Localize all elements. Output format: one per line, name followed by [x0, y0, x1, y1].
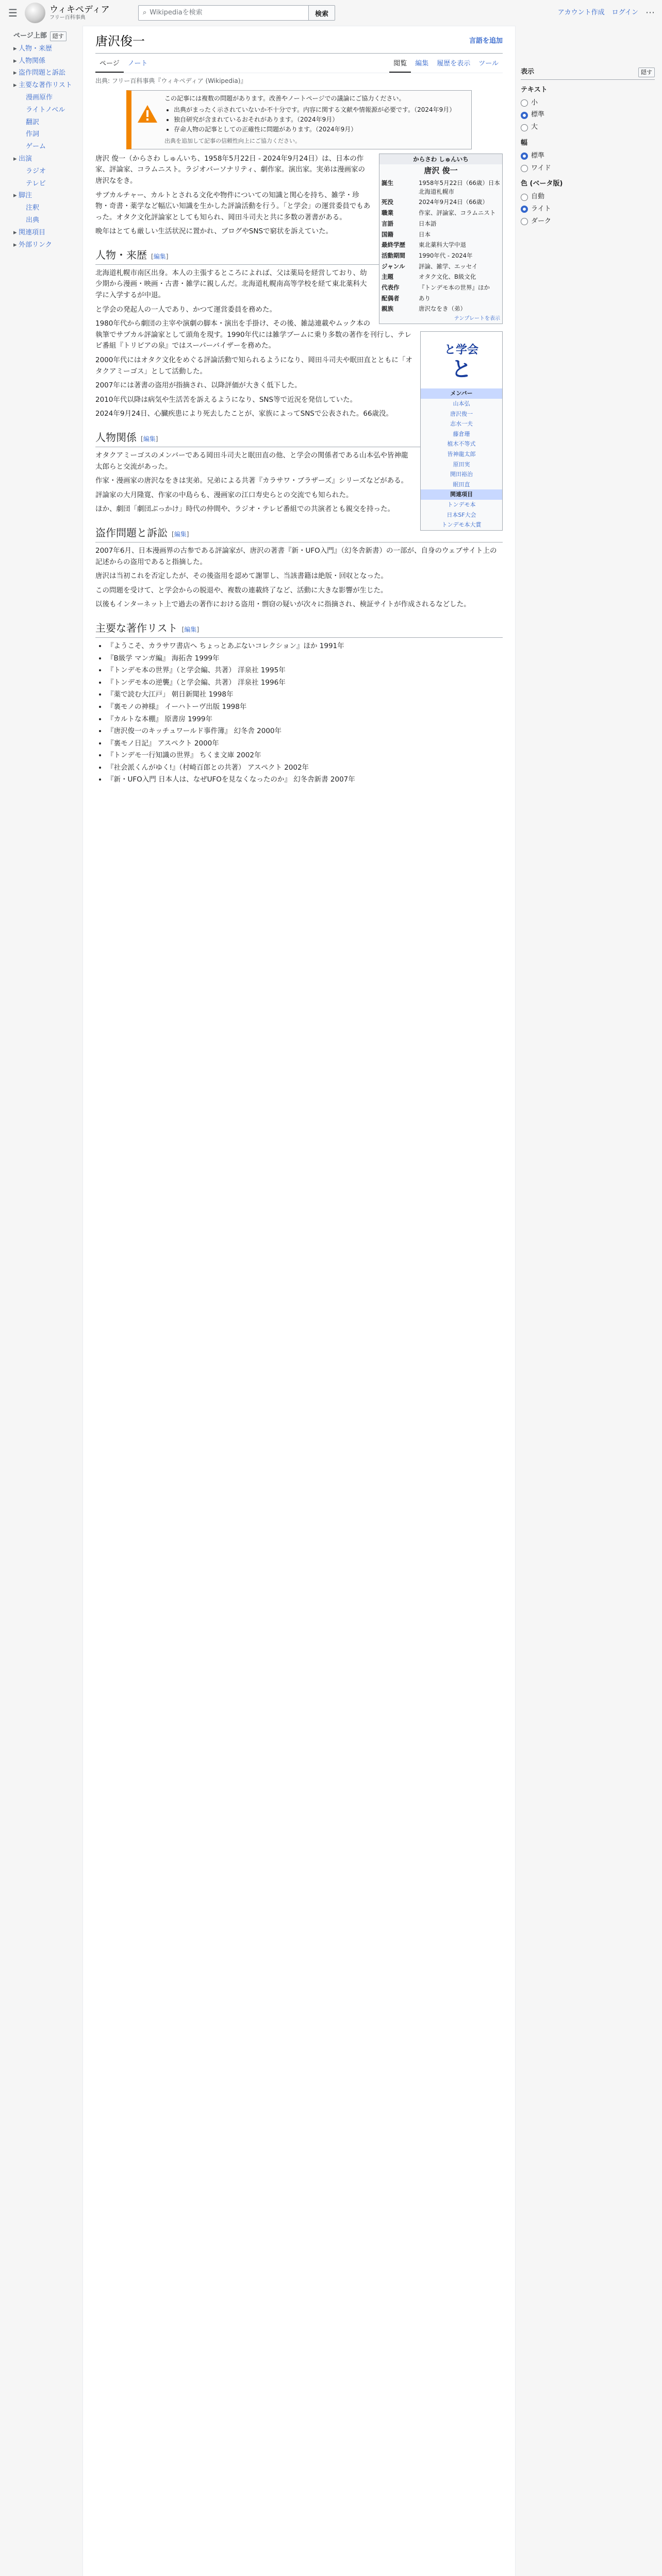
- infobox-key: 配偶者: [382, 294, 400, 302]
- bio-paragraph: 北海道札幌市南区出身。本人の主張するところによれば、父は薬局を経営しており、幼少期から漫画・映画・古書・雑学に親しんだ。北海道札幌南高等学校を経て東北薬科大学に入学するが中退。: [95, 268, 367, 300]
- navbox-member-link[interactable]: 開田裕治: [450, 471, 473, 478]
- works-item: • 『カルトな本棚』 原書房 1999年: [107, 714, 503, 725]
- issues-note: 出典を追加して記事の信頼性向上にご協力ください。: [164, 138, 301, 145]
- heading-plagiarism: 盗作問題と訴訟 [編集]: [95, 524, 503, 543]
- toc-item[interactable]: [13, 203, 78, 214]
- relations-paragraph: 評論家の大月隆寛、作家の中島らも、漫画家の江口寿史らとの交流でも知られた。: [95, 490, 353, 499]
- radio-label: ダーク: [531, 217, 552, 225]
- navbox-member-link[interactable]: 眠田直: [453, 481, 470, 488]
- infobox-key: 活動期間: [382, 251, 405, 259]
- radio-label: 大: [531, 123, 538, 131]
- works-item: • 『裏モノの神様』 イーハトーヴ出版 1998年: [107, 702, 503, 713]
- radio-icon[interactable]: [521, 112, 528, 119]
- navbox-member-link[interactable]: 山本弘: [453, 400, 470, 407]
- width-title: 幅: [521, 139, 528, 147]
- toc-item-label: 漫画原作: [26, 93, 53, 101]
- intro-paragraph: 唐沢 俊一（からさわ しゅんいち、1958年5月22日 - 2024年9月24日）は、日本の作家、評論家、コラムニスト。ラジオパーソナリティ、劇作家。演出家。実弟は漫画家の唐沢なをき。: [95, 154, 365, 185]
- infobox-value: 1958年5月22日（66歳）日本 北海道札幌市: [419, 179, 500, 195]
- template-link[interactable]: テンプレートを表示: [454, 315, 500, 321]
- infobox-value: 作家、評論家、コラムニスト: [419, 209, 496, 217]
- infobox-row: [379, 293, 502, 304]
- edit-link[interactable]: 編集: [153, 252, 166, 260]
- works-item: • 『薬で読む大江戸」 朝日新聞社 1998年: [107, 689, 503, 701]
- navbox-section-members: メンバー: [421, 388, 502, 399]
- appearance-panel: [521, 67, 655, 229]
- site-subtitle: フリー百科事典: [49, 14, 86, 21]
- radio-icon[interactable]: [521, 99, 528, 107]
- infobox-table: [379, 178, 502, 314]
- toc-item[interactable]: [13, 117, 78, 128]
- works-item: • 『ようこそ、カラサワ書店へ ちょっとあぶないコレクション』ほか 1991年: [107, 641, 503, 652]
- toc-item[interactable]: [13, 105, 78, 116]
- bio-paragraph: 2000年代にはオタク文化をめぐる評論活動で知られるようになり、岡田斗司夫や眠田直とともに「オタクアミーゴス」として活動した。: [95, 356, 412, 376]
- relations-paragraph: オタクアミーゴスのメンバーである岡田斗司夫と眠田直の他、と学会の関係者である山本弘や皆神龍太郎らと交流があった。: [95, 451, 408, 471]
- color-option[interactable]: [521, 192, 655, 202]
- infobox-key: 職業: [382, 209, 393, 217]
- page-title: 唐沢俊一: [95, 34, 145, 48]
- toc-item-label: 出典: [26, 216, 40, 224]
- toc-item[interactable]: [13, 191, 78, 201]
- infobox-row: [379, 272, 502, 282]
- tab-read[interactable]: 閲覧: [389, 57, 411, 73]
- infobox-key: 親族: [382, 305, 393, 313]
- page-source-note: 出典: フリー百科事典『ウィキペディア (Wikipedia)』: [95, 77, 247, 85]
- login-link[interactable]: ログイン: [611, 8, 638, 16]
- toc-caret-icon: ▸: [13, 81, 17, 90]
- infobox-key: 代表作: [382, 283, 400, 291]
- navbox-member-link[interactable]: 植木不等式: [447, 440, 476, 448]
- navbox-related-link[interactable]: トンデモ本: [447, 501, 476, 508]
- infobox-row: [379, 197, 502, 208]
- navbox-member-link[interactable]: 皆神龍太郎: [447, 450, 476, 457]
- site-logo[interactable]: [25, 3, 128, 23]
- toc-item-label: 注釈: [26, 204, 40, 212]
- infobox-reading: からさわ しゅんいち: [379, 154, 502, 165]
- radio-label: 小: [531, 98, 538, 107]
- issues-notice: [126, 90, 472, 149]
- relations-paragraph: 作家・漫画家の唐沢なをきは実弟。兄弟による共著『カラサワ・ブラザーズ』シリーズなどがある。: [95, 477, 408, 485]
- bio-paragraph: 1980年代から劇団の主宰や演劇の脚本・演出を手掛け、その後、雑誌連載やムック本の執筆でサブカル評論家として頭角を現す。1990年代には雑学ブームに乗り多数の著作を刊行し、テレビ番組『トリビアの泉』ではスーパーバイザーを務めた。: [95, 319, 411, 350]
- navbox-related-link[interactable]: 日本SF大会: [446, 511, 476, 518]
- works-item: • 『トンデモ本の世界』（と学会編、共著） 洋泉社 1995年: [107, 665, 503, 676]
- toc-caret-icon: ▸: [13, 192, 17, 200]
- relations-paragraph: ほか、劇団「劇団ぶっかけ」時代の仲間や、ラジオ・テレビ番組での共演者とも親交を持った。: [95, 505, 394, 514]
- infobox-value: あり: [419, 294, 431, 302]
- tab-talk[interactable]: ノート: [127, 60, 148, 68]
- navbox-related-link[interactable]: トンデモ本大賞: [441, 521, 482, 529]
- toc-item[interactable]: [13, 179, 78, 190]
- toc-item-label: 主要な著作リスト: [19, 81, 72, 90]
- toc-item[interactable]: [13, 44, 78, 55]
- toc-caret-icon: ▸: [13, 241, 17, 249]
- infobox-value: 東北薬科大学中退: [419, 241, 466, 249]
- infobox-key: 最終学歴: [382, 241, 405, 249]
- toc-item-label: ラジオ: [26, 167, 46, 175]
- infobox-row: [379, 240, 502, 250]
- search-button[interactable]: 検索: [308, 5, 335, 21]
- works-item: • 『唐沢俊一のキッチュワールド事件簿』 幻冬舎 2000年: [107, 726, 503, 737]
- infobox-key: 死没: [382, 198, 393, 206]
- issues-lead: この記事には複数の問題があります。改善やノートページでの議論にご協力ください。: [164, 95, 405, 103]
- navbox-logo-title: と学会: [444, 343, 478, 357]
- article-body: [95, 154, 503, 786]
- search-placeholder: Wikipediaを検索: [150, 8, 203, 16]
- infobox-key: 言語: [382, 219, 393, 227]
- globe-logo-icon: [25, 3, 45, 23]
- toc-item-label: 外部リンク: [19, 241, 52, 249]
- appearance-hide-button[interactable]: 隠す: [638, 67, 655, 78]
- infobox-value: オタク文化、B級文化: [419, 273, 476, 281]
- heading-bio: 人物・来歴 [編集]: [95, 247, 503, 265]
- radio-label: 自動: [531, 193, 545, 201]
- page-tabs: [95, 57, 503, 73]
- toc-caret-icon: ▸: [13, 228, 17, 236]
- toc-item-label: 関連項目: [19, 228, 46, 236]
- to-gakkai-logo: [421, 332, 502, 388]
- toc-item[interactable]: [13, 129, 78, 140]
- works-item: • 『新・UFO入門 日本人は、なぜUFOを見なくなったのか』 幻冬舎新書 2007年: [107, 774, 503, 786]
- search-icon: ⌕: [143, 8, 147, 16]
- create-account-link[interactable]: アカウント作成: [557, 8, 605, 16]
- works-item: • 『裏モノ日記』 アスペクト 2000年: [107, 738, 503, 750]
- edit-link[interactable]: 編集: [143, 435, 156, 443]
- toc-item[interactable]: [13, 93, 78, 104]
- text-size-options: [521, 98, 655, 133]
- navbox-member-link[interactable]: 藤倉珊: [453, 430, 470, 437]
- works-item: • 『社会派くんがゆく!』（村崎百郎との共著） アスペクト 2002年: [107, 762, 503, 774]
- toc-item-label: 人物・来歴: [19, 44, 53, 53]
- infobox-key: ジャンル: [382, 262, 405, 270]
- toc-item[interactable]: [13, 240, 78, 251]
- infobox-value: 『トンデモ本の世界』ほか: [419, 283, 490, 291]
- infobox-row: [379, 229, 502, 240]
- appearance-header: [521, 67, 655, 80]
- text-size-option[interactable]: [521, 122, 655, 133]
- toc-item-label: 翻訳: [26, 118, 40, 126]
- toc-list: [13, 44, 78, 251]
- infobox: [379, 154, 503, 325]
- navbox-section-related: 関連項目: [421, 489, 502, 500]
- personal-tools: [558, 6, 655, 21]
- intro-paragraph: サブカルチャー、カルトとされる文化や物件についての知識と関心を持ち、雑学・珍物・奇書・薬学など幅広い知識を生かした評論活動を行う。「と学会」の運営委員でもあった。オタク文化評論家としても知られ、岡田斗司夫と共に多数の著書がある。: [95, 191, 371, 222]
- text-size-option[interactable]: [521, 110, 655, 121]
- tab-tools[interactable]: ツール: [478, 60, 499, 68]
- radio-label: 標準: [531, 111, 545, 119]
- radio-label: ワイド: [531, 164, 551, 172]
- width-option[interactable]: [521, 151, 655, 162]
- infobox-value: 日本語: [419, 219, 437, 227]
- toc-item-label: ライトノベル: [26, 106, 65, 114]
- language-button[interactable]: 言語を追加: [469, 37, 503, 45]
- navbox-logo-mark: と: [451, 357, 472, 381]
- navbox-member-link[interactable]: 志水一夫: [450, 420, 473, 428]
- issue-item: • 独自研究が含まれているおそれがあります。（2024年9月）: [174, 115, 455, 125]
- toc-title: ページ上部: [13, 32, 47, 40]
- radio-icon[interactable]: [521, 124, 528, 131]
- infobox-row: [379, 250, 502, 261]
- toc-item-label: テレビ: [26, 179, 46, 188]
- heading-relations: 人物関係 [編集]: [95, 429, 503, 447]
- edit-link[interactable]: 編集: [184, 625, 197, 633]
- toc-item[interactable]: [13, 80, 78, 91]
- infobox-value: 評論、雑学、エッセイ: [419, 262, 478, 270]
- warning-icon: [137, 104, 158, 124]
- infobox-row: [379, 178, 502, 197]
- works-item: • 『トンデモ一行知識の世界』 ちくま文庫 2002年: [107, 750, 503, 761]
- search-form: [138, 5, 335, 21]
- bio-paragraph: 2024年9月24日、心臓疾患により死去したことが、家族によってSNSで公表された。66歳没。: [95, 410, 393, 418]
- color-title: 色 (ベータ版): [521, 180, 563, 188]
- toc-item[interactable]: [13, 154, 78, 165]
- color-options: [521, 192, 655, 227]
- radio-icon[interactable]: [521, 165, 528, 172]
- tab-edit[interactable]: 編集: [415, 60, 429, 68]
- tab-page[interactable]: ページ: [95, 57, 124, 73]
- navbox-related: [421, 500, 502, 530]
- bio-paragraph: 2007年には著書の盗用が指摘され、以降評価が大きく低下した。: [95, 381, 302, 390]
- main-menu-icon[interactable]: ☰: [8, 7, 18, 19]
- toc-item-label: 人物関係: [19, 57, 46, 65]
- issue-item: • 出典がまったく示されていないか不十分です。内容に関する文献や情報源が必要です。（2024年9月）: [174, 105, 455, 115]
- plagiarism-paragraph: 唐沢は当初これを否定したが、その後盗用を認めて謝罪し、当該書籍は絶版・回収となった。: [95, 572, 388, 581]
- appearance-title: 表示: [521, 68, 535, 76]
- toc-item-label: ゲーム: [26, 143, 46, 151]
- works-item: • 『B級学 マンガ編』 海拓舎 1999年: [107, 653, 503, 665]
- site-title: ウィキペディア: [49, 5, 110, 15]
- text-size-title: テキスト: [521, 86, 548, 94]
- works-item: • 『トンデモ本の逆襲』（と学会編、共著） 洋泉社 1996年: [107, 677, 503, 689]
- infobox-value: 2024年9月24日（66歳）: [419, 198, 488, 206]
- plagiarism-paragraph: 以後もインターネット上で過去の著作における盗用・剽窃の疑いが次々に指摘され、検証サイトが作成されるなどした。: [95, 600, 471, 609]
- toc-item-label: 作詞: [26, 130, 40, 139]
- radio-icon[interactable]: [521, 218, 528, 225]
- toc-caret-icon: ▸: [13, 69, 17, 77]
- plagiarism-section: [95, 546, 503, 611]
- tab-history[interactable]: 履歴を表示: [437, 60, 471, 68]
- infobox-value: 唐沢なをき（弟）: [419, 305, 466, 313]
- search-input[interactable]: [138, 5, 308, 21]
- navbox-members: [421, 399, 502, 489]
- infobox-row: [379, 282, 502, 293]
- more-options-icon[interactable]: ⋯: [646, 7, 655, 18]
- infobox-key: 誕生: [382, 179, 393, 187]
- infobox-name: 唐沢 俊一: [424, 166, 458, 176]
- toc-header: [13, 31, 78, 42]
- infobox-row: [379, 208, 502, 218]
- color-option[interactable]: [521, 204, 655, 215]
- infobox-key: 国籍: [382, 230, 393, 238]
- bio-paragraph: と学会の発起人の一人であり、かつて運営委員を務めた。: [95, 305, 276, 314]
- infobox-row: [379, 218, 502, 229]
- radio-icon[interactable]: [521, 194, 528, 201]
- color-option[interactable]: [521, 216, 655, 227]
- radio-icon[interactable]: [521, 152, 528, 160]
- intro-paragraph: 晩年はとても厳しい生活状況に置かれ、ブログやSNSで窮状を訴えていた。: [95, 227, 333, 236]
- infobox-row: [379, 261, 502, 272]
- infobox-value: 日本: [419, 230, 431, 238]
- width-options: [521, 151, 655, 174]
- radio-label: 標準: [531, 151, 545, 160]
- toc-item-label: 盗作問題と訴訟: [19, 69, 66, 77]
- bio-paragraph: 2010年代以降は病気や生活苦を訴えるようになり、SNS等で近況を発信していた。: [95, 395, 357, 404]
- toc-item[interactable]: [13, 228, 78, 239]
- toc-hide-button[interactable]: 隠す: [50, 31, 67, 42]
- toc-caret-icon: ▸: [13, 44, 17, 53]
- to-gakkai-navbox: [420, 331, 503, 530]
- toc-item[interactable]: [13, 56, 78, 67]
- toc-item-label: 出演: [19, 155, 32, 163]
- toc-item[interactable]: [13, 215, 78, 226]
- navbox-member-link[interactable]: 原田実: [453, 461, 470, 468]
- infobox-value: 1990年代 - 2024年: [419, 251, 473, 259]
- toc-sidebar: [0, 26, 82, 252]
- plagiarism-paragraph: 2007年6月、日本漫画界の古参である評論家が、唐沢の著書『新・UFO入門』（幻冬舎新書）の一部が、自身のウェブサイト上の記述からの盗用であると指摘した。: [95, 546, 497, 566]
- plagiarism-paragraph: この問題を受けて、と学会からの脱退や、複数の連載終了など、活動に大きな影響が生じた。: [95, 586, 388, 595]
- radio-icon[interactable]: [521, 206, 528, 213]
- edit-link[interactable]: 編集: [174, 530, 187, 538]
- heading-works: 主要な著作リスト [編集]: [95, 620, 503, 638]
- main-content: [82, 26, 516, 2576]
- radio-label: ライト: [531, 205, 551, 213]
- site-header: [0, 0, 662, 26]
- width-option[interactable]: [521, 163, 655, 174]
- toc-item[interactable]: [13, 68, 78, 79]
- issue-item: • 存命人物の記事としての正確性に問題があります。（2024年9月）: [174, 125, 455, 134]
- toc-caret-icon: ▸: [13, 155, 17, 163]
- infobox-row: [379, 303, 502, 314]
- toc-item-label: 脚注: [19, 192, 32, 200]
- works-list: [107, 641, 503, 786]
- infobox-key: 主題: [382, 273, 393, 281]
- title-row: [95, 31, 503, 54]
- text-size-option[interactable]: [521, 98, 655, 109]
- toc-item[interactable]: [13, 142, 78, 152]
- toc-caret-icon: ▸: [13, 57, 17, 65]
- toc-item[interactable]: [13, 166, 78, 177]
- navbox-member-link[interactable]: 唐沢俊一: [450, 410, 473, 417]
